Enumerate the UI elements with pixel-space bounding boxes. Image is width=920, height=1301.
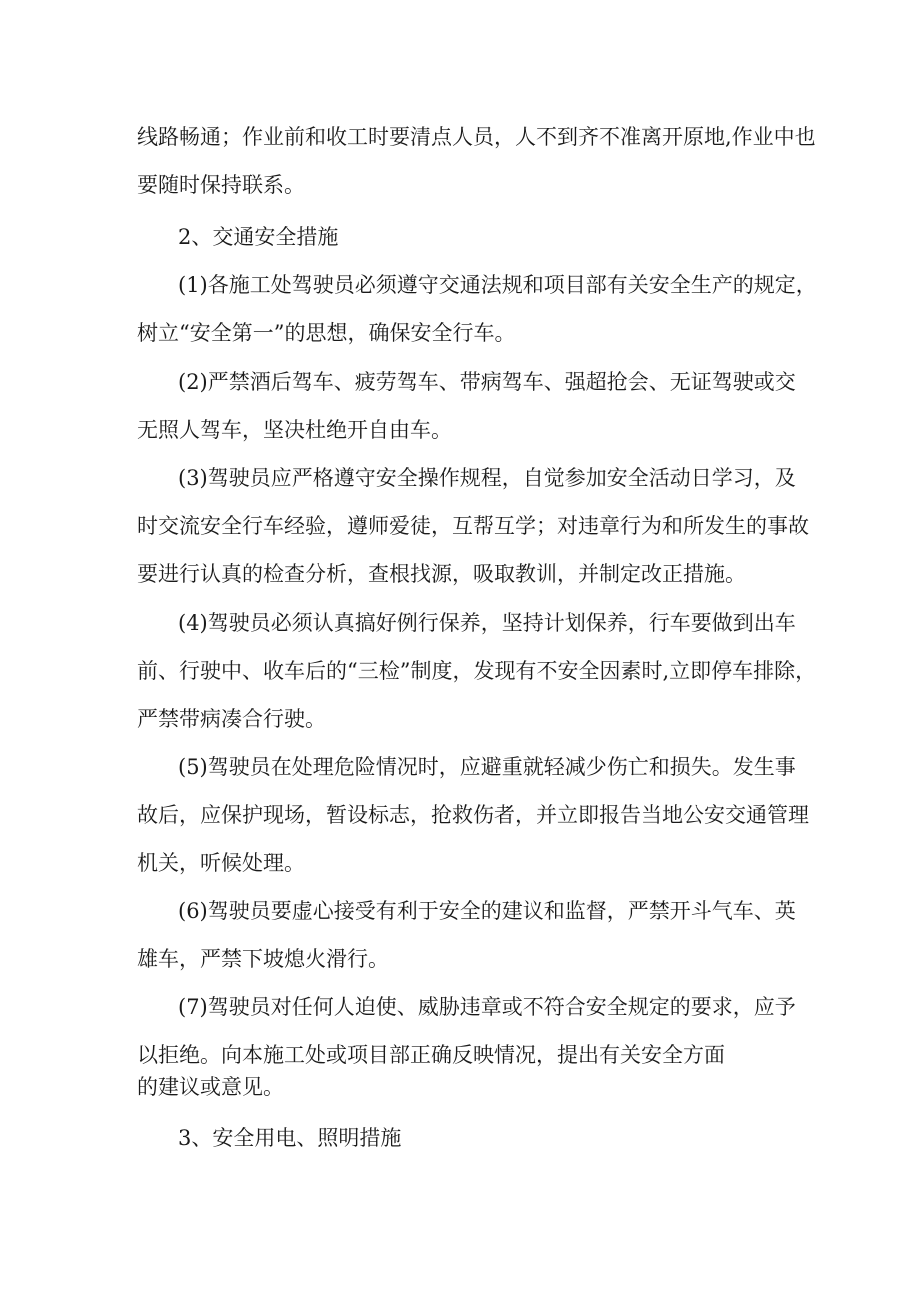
item-2-line-2: 无照人驾车，坚决杜绝开自由车。 [137,418,452,442]
item-7-line-2: 以拒绝。向本施工处或项目部正确反映情况，提出有关安全方面 [137,1043,725,1067]
item-5-line-1: (5)驾驶员在处理危险情况时，应避重就轻减少伤亡和损失。发生事 [178,755,796,779]
item-2-line-1: (2)严禁酒后驾车、疲劳驾车、带病驾车、强超抢会、无证驾驶或交 [178,370,796,394]
item-5-line-2: 故后，应保护现场，暂设标志，抢救伤者，并立即报告当地公安交通管理 [137,803,809,827]
item-6-line-2: 雄车，严禁下坡熄火滑行。 [137,947,389,971]
intro-line-1: 线路畅通；作业前和收工时要清点人员，人不到齐不准离开原地,作业中也 [137,125,816,149]
item-3-line-1: (3)驾驶员应严格遵守安全操作规程，自觉参加安全活动日学习，及 [178,466,796,490]
item-3-line-3: 要进行认真的检查分析，查根找源，吸取教训，并制定改正措施。 [137,562,746,586]
item-5-line-3: 机关，听候处理。 [137,851,305,875]
item-3-line-2: 时交流安全行车经验，遵师爱徒，互帮互学；对违章行为和所发生的事故 [137,514,809,538]
item-7-line-1: (7)驾驶员对任何人迫使、威胁违章或不符合安全规定的要求，应予 [178,995,796,1019]
item-1-line-1: (1)各施工处驾驶员必须遵守交通法规和项目部有关安全生产的规定， [178,273,817,297]
item-4-line-3: 严禁带病凑合行驶。 [137,707,326,731]
item-4-line-1: (4)驾驶员必须认真搞好例行保养，坚持计划保养，行车要做到出车 [178,611,796,635]
item-1-line-2: 树立“安全第一”的思想，确保安全行车。 [137,321,516,345]
section-3-heading: 3、安全用电、照明措施 [178,1126,402,1150]
section-2-heading: 2、交通安全措施 [178,225,339,249]
item-7-line-3: 的建议或意见。 [137,1075,284,1099]
intro-line-2: 要随时保持联系。 [137,173,305,197]
item-6-line-1: (6)驾驶员要虚心接受有利于安全的建议和监督，严禁开斗气车、英 [178,899,796,923]
item-4-line-2: 前、行驶中、收车后的“三检”制度，发现有不安全因素时,立即停车排除， [137,659,817,683]
